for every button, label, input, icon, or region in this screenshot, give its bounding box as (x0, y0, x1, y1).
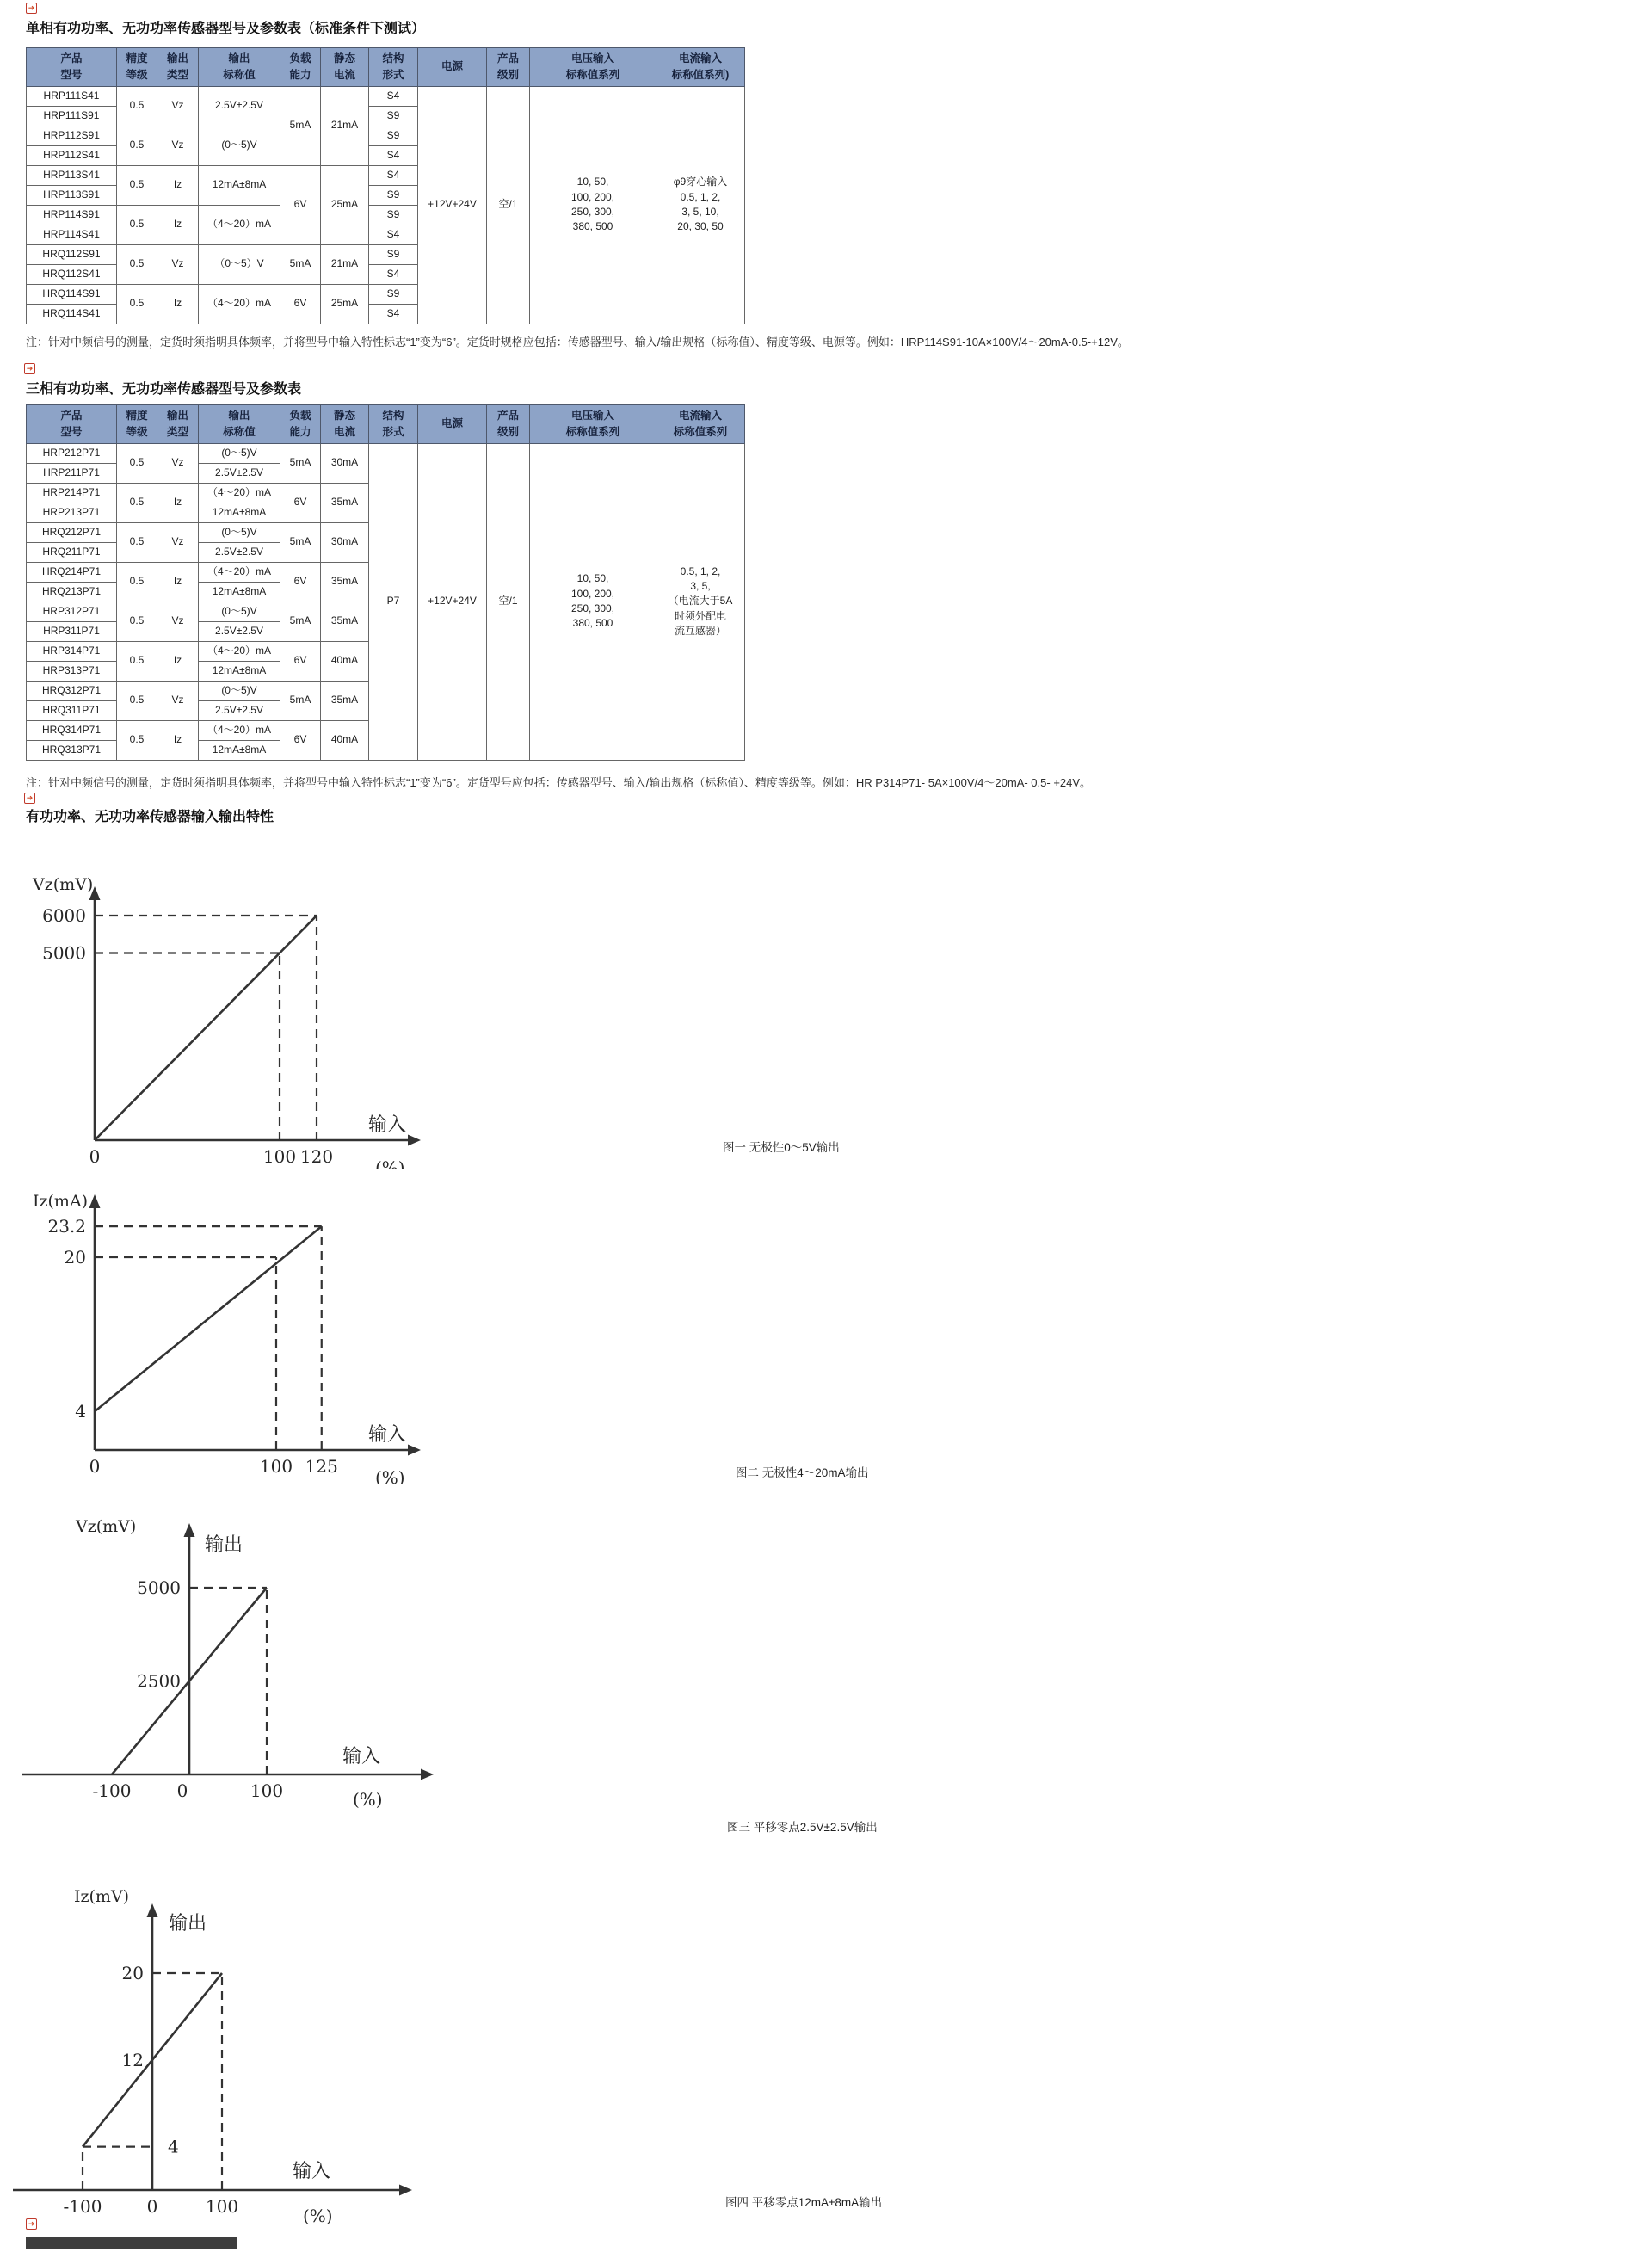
table-cell: HRQ212P71 (27, 522, 117, 542)
table-cell: Vz (157, 244, 199, 284)
x-axis-arrow-icon (408, 1445, 421, 1456)
table-cell: HRQ211P71 (27, 542, 117, 562)
table-cell: 12mA±8mA (199, 582, 280, 602)
table-cell: 空/1 (487, 86, 530, 324)
table-cell: 0.5 (117, 562, 157, 602)
table-cell: 0.5 (117, 244, 157, 284)
table-cell: S9 (369, 106, 418, 126)
chart-figure-4 (9, 1867, 473, 2246)
table-cell: 35mA (321, 483, 369, 522)
chart-figure-3 (9, 1508, 465, 1826)
column-header: 产品 型号 (27, 48, 117, 87)
table-cell: HRP314P71 (27, 641, 117, 661)
table-cell: （4～20）mA (199, 205, 280, 244)
table-cell: HRP111S91 (27, 106, 117, 126)
y-tick-label: 4 (168, 2136, 179, 2157)
table-cell: 6V (280, 483, 321, 522)
table-cell: 35mA (321, 602, 369, 641)
table-cell: 0.5 (117, 86, 157, 126)
table-row (27, 86, 745, 106)
table-cell: HRP311P71 (27, 621, 117, 641)
column-header: 电源 (418, 405, 487, 444)
column-header: 输出 类型 (157, 405, 199, 444)
table-cell: 0.5, 1, 2, 3, 5, （电流大于5A 时须外配电 流互感器） (656, 443, 745, 760)
y-axis-label: Iz(mV) (74, 1887, 130, 1906)
table-cell: 5mA (280, 681, 321, 720)
table-cell: 0.5 (117, 483, 157, 522)
table-cell: (0～5)V (199, 602, 280, 621)
table-row (27, 443, 745, 463)
x-tick-label: 0 (146, 2196, 158, 2217)
x-tick-label: -100 (63, 2196, 102, 2217)
table-cell: （4～20）mA (199, 562, 280, 582)
table-cell: HRQ213P71 (27, 582, 117, 602)
percent-unit-label: (%) (375, 1157, 405, 1169)
column-header: 电压输入 标称值系列 (530, 405, 656, 444)
chart-canvas (9, 1867, 473, 2246)
table-cell: 0.5 (117, 602, 157, 641)
table-cell: 30mA (321, 443, 369, 483)
column-header: 输出 标称值 (199, 405, 280, 444)
table-cell: Vz (157, 86, 199, 126)
table-cell: φ9穿心输入 0.5, 1, 2, 3, 5, 10, 20, 30, 50 (656, 86, 745, 324)
table-cell: 2.5V±2.5V (199, 621, 280, 641)
table-cell: 0.5 (117, 443, 157, 483)
input-axis-label: 输入 (368, 1114, 407, 1136)
table-cell: 21mA (321, 86, 369, 165)
data-line (95, 1226, 322, 1411)
table-cell: HRP313P71 (27, 661, 117, 681)
table-cell: Iz (157, 165, 199, 205)
table-cell: 6V (280, 284, 321, 324)
column-header: 产品 型号 (27, 405, 117, 444)
table-cell: HRP212P71 (27, 443, 117, 463)
x-tick-label: -100 (92, 1780, 132, 1801)
table-cell: 10, 50, 100, 200, 250, 300, 380, 500 (530, 86, 656, 324)
table-cell: 0.5 (117, 641, 157, 681)
table-cell: HRP112S41 (27, 145, 117, 165)
table-cell: 2.5V±2.5V (199, 700, 280, 720)
chart-canvas (9, 1508, 465, 1826)
table-cell: HRQ112S91 (27, 244, 117, 264)
table-cell: 5mA (280, 602, 321, 641)
x-axis-arrow-icon (408, 1135, 421, 1146)
table-cell: HRQ314P71 (27, 720, 117, 740)
data-line (95, 916, 317, 1140)
y-axis-arrow-icon (147, 1903, 158, 1917)
page-title-single-phase: 单相有功功率、无功功率传感器型号及参数表（标准条件下测试） (26, 22, 426, 36)
y-tick-label: 5000 (42, 942, 86, 964)
table-cell: 0.5 (117, 522, 157, 562)
table-cell: Iz (157, 720, 199, 760)
table-cell: 5mA (280, 244, 321, 284)
red-arrow-marker-icon: ➜ (26, 2218, 37, 2230)
chart-caption: 图四 平移零点12mA±8mA输出 (725, 2196, 883, 2209)
table-cell: 6V (280, 562, 321, 602)
x-tick-label: 100 (262, 1146, 297, 1167)
column-header: 电源 (418, 48, 487, 87)
table-cell: 35mA (321, 681, 369, 720)
table-cell: 6V (280, 641, 321, 681)
table-cell: (0～5)V (199, 681, 280, 700)
table-cell: （4～20）mA (199, 720, 280, 740)
y-axis-arrow-icon (184, 1523, 195, 1537)
x-axis-arrow-icon (421, 1769, 434, 1780)
table-cell: S9 (369, 185, 418, 205)
input-axis-label: 输入 (293, 2161, 331, 2182)
table-cell: 12mA±8mA (199, 661, 280, 681)
column-header: 负载 能力 (280, 48, 321, 87)
table-cell: HRQ214P71 (27, 562, 117, 582)
table-cell: 21mA (321, 244, 369, 284)
table-cell: Vz (157, 602, 199, 641)
bottom-dark-bar (26, 2237, 237, 2249)
table-cell: (0～5)V (199, 126, 280, 165)
column-header: 产品 级别 (487, 405, 530, 444)
y-tick-label: 20 (121, 1963, 144, 1984)
table-cell: S4 (369, 225, 418, 244)
table-cell: S4 (369, 165, 418, 185)
column-header: 输出 标称值 (199, 48, 280, 87)
y-tick-label: 23.2 (47, 1216, 86, 1237)
y-axis-arrow-icon (89, 1194, 101, 1208)
table-cell: HRP111S41 (27, 86, 117, 106)
chart-caption: 图二 无极性4～20mA输出 (736, 1466, 869, 1479)
x-tick-label: 125 (305, 1456, 338, 1477)
table-cell: (0～5)V (199, 443, 280, 463)
y-axis-label: Vz(mV) (76, 1517, 137, 1536)
table-cell: 25mA (321, 284, 369, 324)
y-tick-label: 4 (75, 1401, 86, 1422)
table-cell: （4～20）mA (199, 641, 280, 661)
table-cell: 6V (280, 165, 321, 244)
table-cell: 2.5V±2.5V (199, 86, 280, 126)
x-tick-label: 100 (259, 1456, 293, 1477)
table-cell: 35mA (321, 562, 369, 602)
table-cell: +12V+24V (418, 86, 487, 324)
note-single-phase: 注：针对中频信号的测量，定货时须指明具体频率，并将型号中输入特性标志“1”变为“6”。定货时规格应包括：传感器型号、输入/输出规格（标称值）、精度等级、电源等。例如：HRP114S91-10A×100V/4～20mA-0.5-+12V。 (26, 336, 1129, 349)
three-phase-table-mount (26, 404, 745, 761)
table-cell: (0～5)V (199, 522, 280, 542)
table-cell: S9 (369, 205, 418, 225)
table-cell: P7 (369, 443, 418, 760)
column-header: 结构 形式 (369, 405, 418, 444)
table-cell: Iz (157, 641, 199, 681)
table-cell: HRP113S41 (27, 165, 117, 185)
table-cell: Iz (157, 284, 199, 324)
table-cell: S9 (369, 244, 418, 264)
table-cell: 10, 50, 100, 200, 250, 300, 380, 500 (530, 443, 656, 760)
table-cell: Vz (157, 522, 199, 562)
x-tick-label: 100 (205, 2196, 239, 2217)
chart-caption: 图一 无极性0～5V输出 (723, 1141, 840, 1154)
column-header: 产品 级别 (487, 48, 530, 87)
table-cell: S9 (369, 126, 418, 145)
table-cell: 25mA (321, 165, 369, 244)
table-cell: S4 (369, 145, 418, 165)
table-cell: 0.5 (117, 126, 157, 165)
table-cell: 0.5 (117, 284, 157, 324)
y-axis-label: Iz(mA) (33, 1192, 89, 1211)
section-heading-io-characteristics: 有功功率、无功功率传感器输入输出特性 (26, 810, 274, 824)
table-cell: 12mA±8mA (199, 503, 280, 522)
table-cell: HRP113S91 (27, 185, 117, 205)
table-cell: Vz (157, 681, 199, 720)
output-axis-label: 输出 (205, 1534, 243, 1556)
table-cell: HRP312P71 (27, 602, 117, 621)
single-phase-power-sensor-table (26, 47, 745, 324)
note-three-phase: 注：针对中频信号的测量，定货时须指明具体频率，并将型号中输入特性标志“1”变为“6”。定货型号应包括：传感器型号、输入/输出规格（标称值）、精度等级等。例如：HR P314P71- 5A×100V/4～20mA- 0.5- +24V。 (26, 776, 1092, 789)
table-cell: 5mA (280, 86, 321, 165)
column-header: 输出 类型 (157, 48, 199, 87)
table-cell: Iz (157, 205, 199, 244)
column-header: 电流输入 标称值系列) (656, 48, 745, 87)
table-cell: S4 (369, 264, 418, 284)
table-cell: HRP112S91 (27, 126, 117, 145)
table-cell: HRP214P71 (27, 483, 117, 503)
input-axis-label: 输入 (342, 1746, 381, 1768)
table-cell: 0.5 (117, 165, 157, 205)
column-header: 负载 能力 (280, 405, 321, 444)
x-tick-label: 0 (89, 1146, 101, 1167)
table-cell: 12mA±8mA (199, 165, 280, 205)
column-header: 精度 等级 (117, 405, 157, 444)
y-tick-label: 12 (121, 2049, 144, 2070)
table-cell: Vz (157, 443, 199, 483)
chart-canvas (26, 1181, 456, 1484)
chart-figure-1 (26, 861, 456, 1169)
table-cell: （4～20）mA (199, 284, 280, 324)
table-cell: 30mA (321, 522, 369, 562)
table-cell: Iz (157, 562, 199, 602)
y-tick-label: 5000 (137, 1577, 181, 1598)
table-cell: 5mA (280, 522, 321, 562)
table-cell: 0.5 (117, 205, 157, 244)
table-cell: HRP114S91 (27, 205, 117, 225)
table-cell: S9 (369, 284, 418, 304)
table-cell: HRQ312P71 (27, 681, 117, 700)
table-cell: 2.5V±2.5V (199, 542, 280, 562)
red-arrow-marker-icon: ➜ (26, 3, 37, 14)
x-axis-arrow-icon (399, 2185, 412, 2196)
table-cell: Iz (157, 483, 199, 522)
table-cell: HRQ311P71 (27, 700, 117, 720)
table-cell: Vz (157, 126, 199, 165)
table-cell: S4 (369, 304, 418, 324)
table-cell: （0～5）V (199, 244, 280, 284)
chart-caption: 图三 平移零点2.5V±2.5V输出 (727, 1821, 878, 1834)
table-cell: HRP114S41 (27, 225, 117, 244)
x-tick-label: 0 (89, 1456, 101, 1477)
table-cell: HRQ114S91 (27, 284, 117, 304)
column-header: 电流输入 标称值系列 (656, 405, 745, 444)
percent-unit-label: (%) (353, 1789, 383, 1810)
three-phase-power-sensor-table (26, 404, 745, 761)
column-header: 精度 等级 (117, 48, 157, 87)
table-cell: 2.5V±2.5V (199, 463, 280, 483)
table-cell: HRP211P71 (27, 463, 117, 483)
column-header: 静态 电流 (321, 48, 369, 87)
single-phase-table-mount (26, 47, 745, 324)
y-tick-label: 2500 (137, 1670, 181, 1692)
table-cell: HRQ112S41 (27, 264, 117, 284)
column-header: 静态 电流 (321, 405, 369, 444)
chart-canvas (26, 861, 456, 1169)
table-cell: 12mA±8mA (199, 740, 280, 760)
red-arrow-marker-icon: ➜ (24, 363, 35, 374)
table-cell: HRQ114S41 (27, 304, 117, 324)
table-cell: HRP213P71 (27, 503, 117, 522)
table-cell: S4 (369, 86, 418, 106)
output-axis-label: 输出 (169, 1913, 207, 1934)
table-cell: HRQ313P71 (27, 740, 117, 760)
x-tick-label: 100 (250, 1780, 284, 1801)
table-cell: 40mA (321, 641, 369, 681)
chart-figure-2 (26, 1181, 456, 1484)
table-cell: （4～20）mA (199, 483, 280, 503)
percent-unit-label: (%) (303, 2206, 333, 2226)
red-arrow-marker-icon: ➜ (24, 793, 35, 804)
y-tick-label: 20 (64, 1247, 86, 1268)
table-cell: 40mA (321, 720, 369, 760)
y-axis-label: Vz(mV) (33, 875, 94, 894)
column-header: 结构 形式 (369, 48, 418, 87)
table-cell: +12V+24V (418, 443, 487, 760)
x-tick-label: 120 (299, 1146, 334, 1167)
percent-unit-label: (%) (375, 1467, 405, 1484)
table-cell: 空/1 (487, 443, 530, 760)
y-tick-label: 6000 (42, 905, 86, 926)
input-axis-label: 输入 (368, 1424, 407, 1446)
table-cell: 6V (280, 720, 321, 760)
page-title-three-phase: 三相有功功率、无功功率传感器型号及参数表 (26, 382, 302, 397)
column-header: 电压输入 标称值系列 (530, 48, 656, 87)
table-cell: 5mA (280, 443, 321, 483)
table-cell: 0.5 (117, 720, 157, 760)
x-tick-label: 0 (176, 1780, 188, 1801)
table-cell: 0.5 (117, 681, 157, 720)
